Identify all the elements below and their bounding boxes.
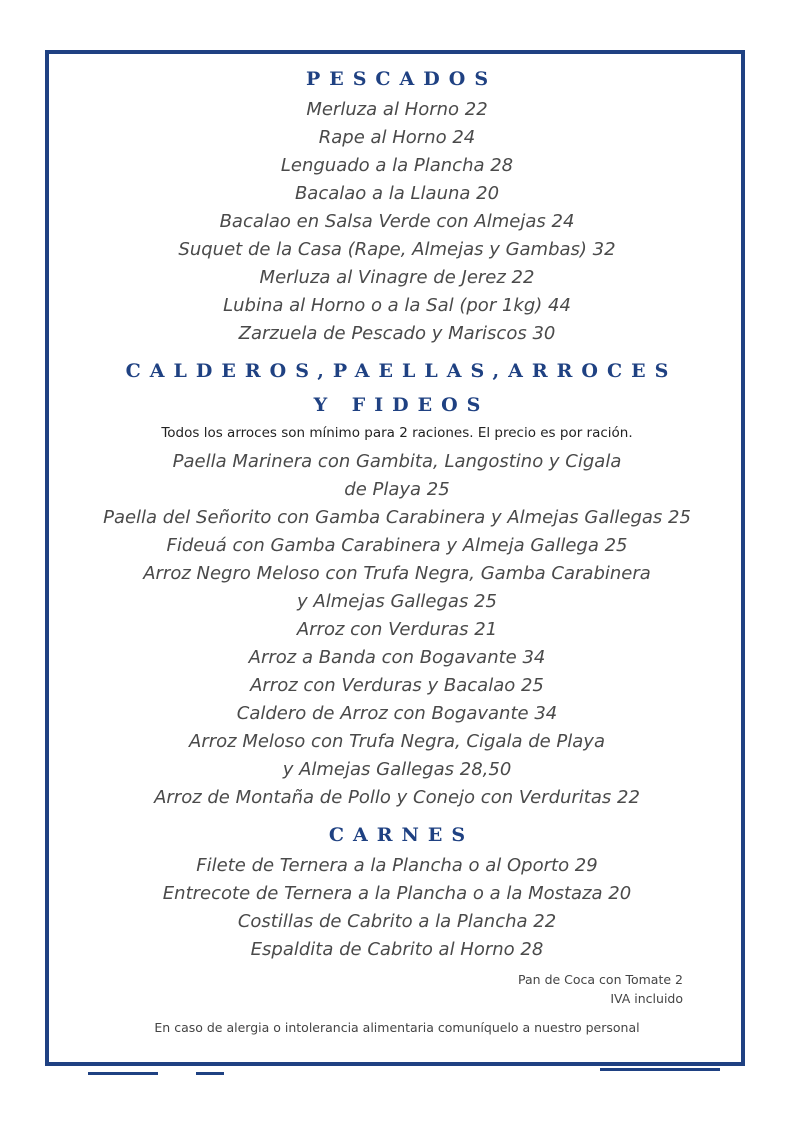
border-brush-stroke: [88, 1072, 158, 1075]
menu-item: Costillas de Cabrito a la Plancha 22: [237, 911, 557, 932]
menu-item: Merluza al Horno 22: [306, 99, 488, 120]
menu-item: Caldero de Arroz con Bogavante 34: [236, 703, 558, 724]
section-title-pescados: PESCADOS: [305, 68, 498, 90]
vat-note: IVA incluido: [610, 991, 683, 1006]
section-title-arroces: CALDEROS,PAELLAS,ARROCES: [125, 360, 678, 382]
menu-item: Zarzuela de Pescado y Mariscos 30: [238, 323, 556, 344]
menu-item: Bacalao a la Llauna 20: [294, 183, 500, 204]
menu-item: Lenguado a la Plancha 28: [280, 155, 514, 176]
menu-item: Arroz a Banda con Bogavante 34: [248, 647, 546, 668]
arroces-list: [49, 448, 745, 812]
menu-item: Arroz Negro Meloso con Trufa Negra, Gamba Carabinera: [143, 563, 651, 584]
menu-item: Entrecote de Ternera a la Plancha o a la Mostaza 20: [162, 883, 632, 904]
menu-item: y Almejas Gallegas 25: [297, 591, 497, 612]
bread-note: Pan de Coca con Tomate 2: [518, 972, 683, 987]
menu-item: Lubina al Horno o a la Sal (por 1kg) 44: [223, 295, 571, 316]
pescados-list: [49, 96, 745, 348]
menu-item: Rape al Horno 24: [318, 127, 476, 148]
section-title-carnes: CARNES: [328, 824, 475, 846]
arroces-note: Todos los arroces son mínimo para 2 raciones. El precio es por ración.: [161, 425, 633, 441]
side-notes: [49, 970, 745, 1008]
menu-item: Arroz con Verduras 21: [296, 619, 498, 640]
carnes-list: [49, 852, 745, 964]
allergy-note: En caso de alergia o intolerancia alimentaria comuníquelo a nuestro personal: [154, 1020, 640, 1035]
menu-item: Suquet de la Casa (Rape, Almejas y Gambas) 32: [178, 239, 616, 260]
menu-item: Paella Marinera con Gambita, Langostino y Cigala: [172, 451, 622, 472]
menu-item: Arroz de Montaña de Pollo y Conejo con Verduritas 22: [154, 787, 640, 808]
menu-content: [49, 62, 745, 1035]
menu-item: y Almejas Gallegas 28,50: [282, 759, 512, 780]
menu-item: Espaldita de Cabrito al Horno 28: [250, 939, 544, 960]
border-brush-stroke: [196, 1072, 224, 1075]
menu-item: Arroz con Verduras y Bacalao 25: [250, 675, 544, 696]
menu-item: Arroz Meloso con Trufa Negra, Cigala de Playa: [189, 731, 605, 752]
border-brush-stroke: [600, 1068, 720, 1071]
menu-item: Merluza al Vinagre de Jerez 22: [259, 267, 535, 288]
menu-item: Filete de Ternera a la Plancha o al Oporto 29: [196, 855, 598, 876]
section-title-arroces-line2: Y FIDEOS: [313, 394, 490, 416]
menu-item: Fideuá con Gamba Carabinera y Almeja Gallega 25: [166, 535, 628, 556]
menu-item: Paella del Señorito con Gamba Carabinera y Almejas Gallegas 25: [103, 507, 691, 528]
menu-item: de Playa 25: [344, 479, 450, 500]
menu-item: Bacalao en Salsa Verde con Almejas 24: [219, 211, 575, 232]
